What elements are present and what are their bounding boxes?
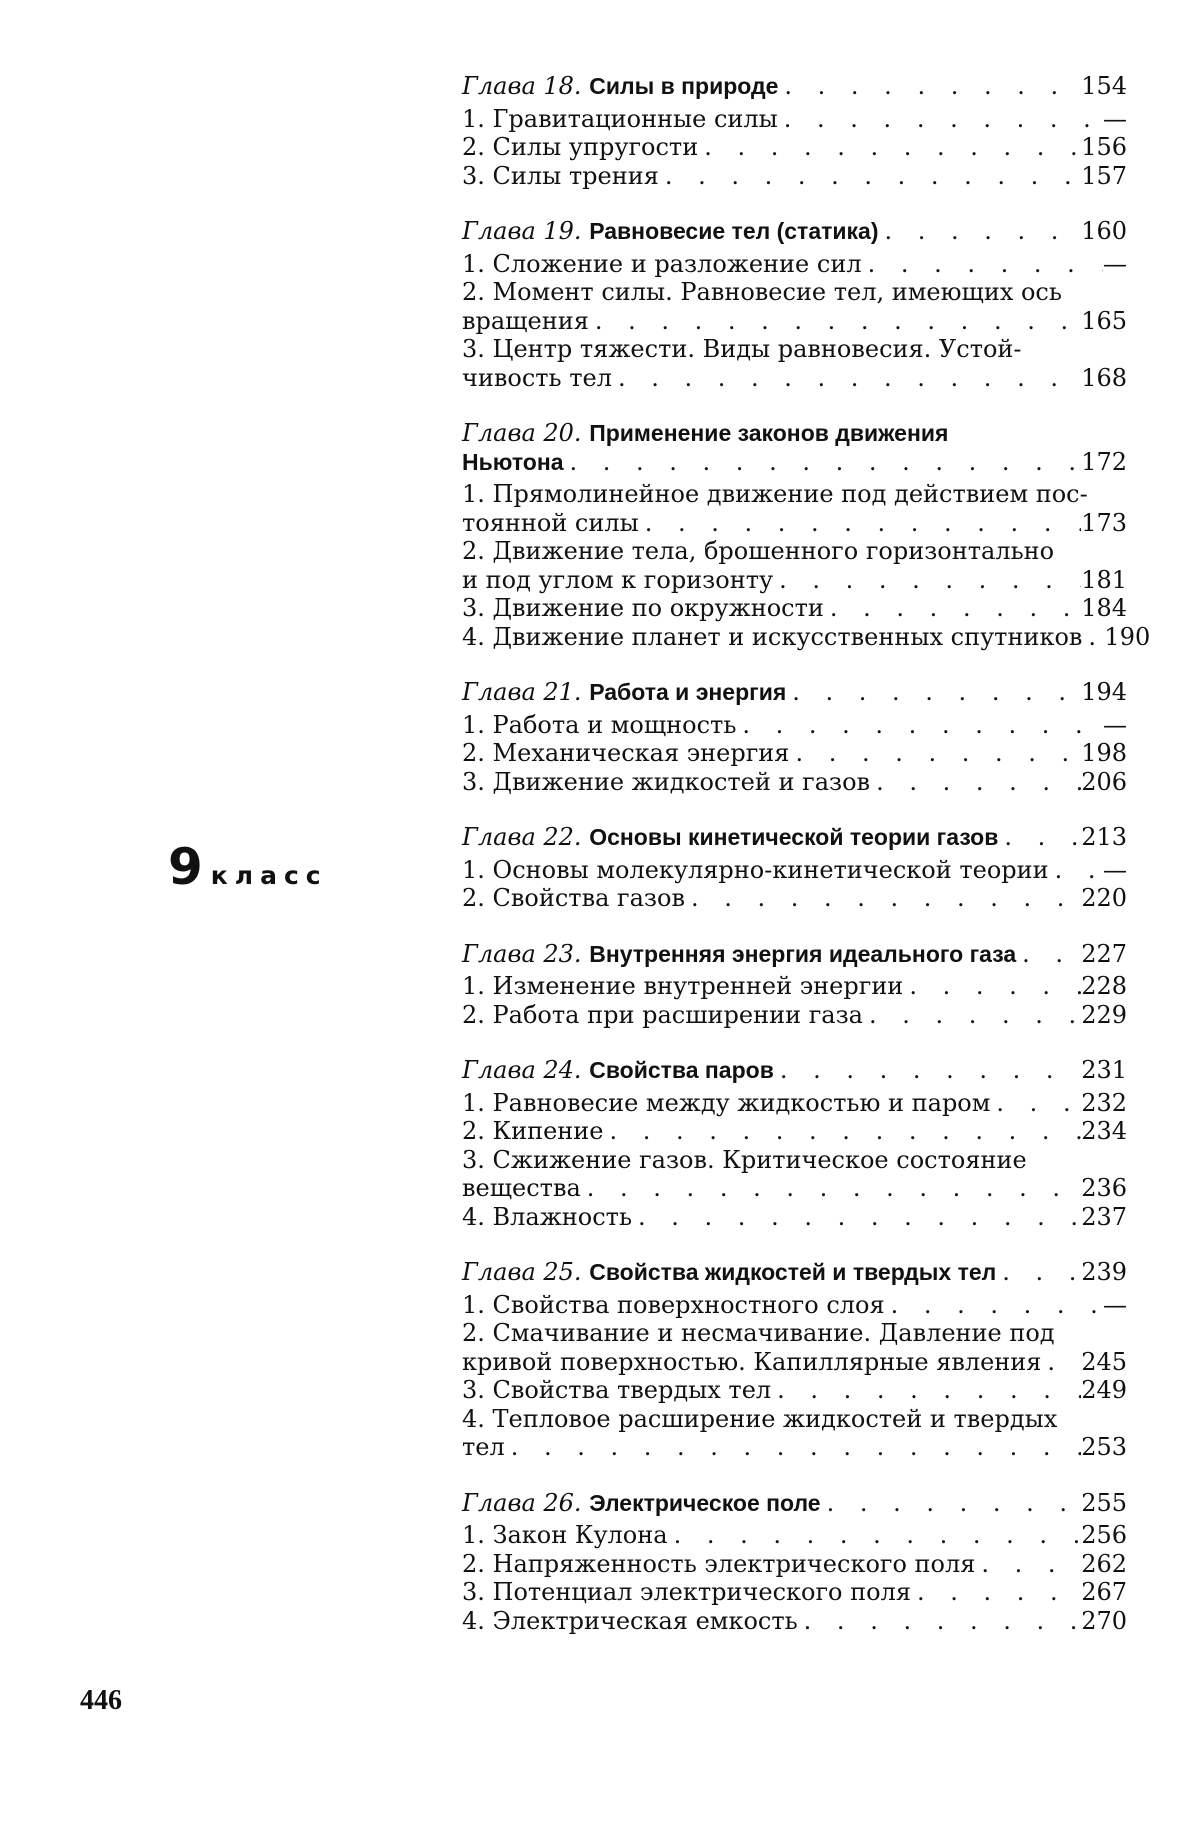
chapter-page: 227	[1081, 939, 1127, 968]
section-entry	[462, 1578, 1127, 1607]
chapter-heading-text	[462, 217, 878, 246]
toc-chapter	[462, 72, 1127, 190]
toc-chapter	[462, 940, 1127, 1030]
section-page: 156	[1081, 133, 1127, 161]
section-page: —	[1103, 104, 1127, 133]
section-title: 1. Свойства поверхностного слоя	[462, 1290, 885, 1319]
section-entry	[462, 307, 1127, 336]
dot-leader	[996, 1258, 1081, 1287]
section-page: —	[1103, 855, 1127, 884]
section-entry	[462, 711, 1127, 740]
section-entry	[462, 768, 1127, 797]
dot-leader	[778, 105, 1103, 134]
section-line: 2. Смачивание и несмачивание. Давление под	[462, 1319, 1055, 1347]
dot-leader	[604, 1117, 1082, 1146]
section-line: 1. Прямолинейное движение под действием пос-	[462, 480, 1088, 508]
dot-leader	[878, 217, 1081, 246]
section-title: 1. Работа и мощность	[462, 710, 737, 739]
dot-leader	[589, 307, 1081, 336]
grade-label	[168, 838, 328, 896]
dot-leader	[1041, 1348, 1081, 1377]
dot-leader	[581, 1174, 1081, 1203]
dot-leader	[668, 1521, 1082, 1550]
section-entry	[462, 594, 1127, 623]
section-entry	[462, 1291, 1127, 1320]
section-title: 3. Свойства твердых тел	[462, 1376, 772, 1404]
section-page: 190	[1104, 622, 1151, 651]
chapter-title: Ньютона	[462, 448, 564, 475]
section-entry	[462, 1203, 1127, 1232]
chapter-heading	[462, 217, 1127, 246]
section-page: 234	[1081, 1117, 1127, 1145]
section-title: 2. Силы упругости	[462, 133, 699, 161]
chapter-page: 213	[1081, 823, 1127, 851]
dot-leader	[639, 509, 1081, 538]
section-title: 3. Потенциал электрического поля	[462, 1578, 911, 1606]
dot-leader	[778, 72, 1081, 101]
chapter-heading	[462, 1056, 1127, 1085]
section-entry	[462, 1117, 1127, 1146]
section-entry	[462, 162, 1127, 191]
section-title: 2. Кипение	[462, 1117, 604, 1145]
dot-leader	[564, 448, 1082, 477]
dot-leader	[911, 1578, 1081, 1607]
section-title: 2. Механическая энергия	[462, 739, 790, 767]
section-page: 270	[1081, 1606, 1127, 1635]
section-page: 253	[1081, 1433, 1127, 1461]
section-page: —	[1103, 1290, 1127, 1319]
chapter-heading-text	[462, 72, 778, 101]
chapter-title: Внутренняя энергия идеального газа	[589, 940, 1017, 967]
chapter-heading	[462, 1258, 1127, 1287]
section-title: 1. Закон Кулона	[462, 1521, 668, 1549]
chapter-page: 255	[1081, 1488, 1127, 1517]
table-of-contents	[462, 72, 1151, 1662]
dot-leader	[862, 250, 1103, 279]
chapter-prefix: Глава 18.	[462, 72, 582, 100]
section-page: 245	[1081, 1347, 1127, 1376]
chapter-heading-text	[462, 1258, 996, 1287]
section-page: 220	[1081, 884, 1127, 912]
chapter-heading-text	[462, 678, 786, 707]
chapter-page: 231	[1081, 1056, 1127, 1084]
section-title: 2. Свойства газов	[462, 884, 685, 912]
section-entry	[462, 250, 1127, 279]
dot-leader	[870, 768, 1081, 797]
dot-leader	[824, 594, 1081, 623]
dot-leader	[771, 1376, 1081, 1405]
section-entry	[462, 884, 1127, 913]
section-page: 256	[1081, 1521, 1127, 1549]
section-page: 168	[1081, 363, 1127, 392]
section-entry	[462, 364, 1127, 393]
chapter-prefix: Глава 20.	[462, 419, 582, 447]
section-title: и под углом к горизонту	[462, 565, 774, 594]
section-page: 181	[1081, 565, 1127, 594]
section-title: вращения	[462, 306, 589, 335]
section-line: 3. Сжижение газов. Критическое состояние	[462, 1145, 1027, 1174]
dot-leader	[885, 1291, 1103, 1320]
dot-leader	[698, 133, 1081, 162]
dot-leader	[798, 1607, 1082, 1636]
section-line: 2. Движение тела, брошенного горизонтально	[462, 537, 1055, 565]
dot-leader	[903, 972, 1081, 1001]
dot-leader	[1049, 856, 1103, 885]
section-title: 1. Сложение и разложение сил	[462, 249, 862, 278]
chapter-heading-text	[462, 1056, 774, 1085]
section-page: —	[1103, 710, 1127, 739]
chapter-heading-text	[462, 940, 1016, 969]
chapter-heading	[462, 72, 1127, 101]
section-entry	[462, 1001, 1127, 1030]
section-entry	[462, 1089, 1127, 1118]
section-entry	[462, 1550, 1127, 1579]
section-title: тоянной силы	[462, 508, 639, 537]
dot-leader	[786, 678, 1081, 707]
dot-leader	[736, 711, 1103, 740]
chapter-heading	[462, 823, 1127, 852]
section-title: 1. Основы молекулярно-кинетической теории	[462, 855, 1049, 884]
section-entry	[462, 1607, 1127, 1636]
dot-leader	[659, 162, 1081, 191]
section-page: 157	[1081, 161, 1127, 190]
grade-word: класс	[210, 861, 328, 890]
toc-chapter	[462, 1056, 1127, 1231]
section-line: 2. Момент силы. Равновесие тел, имеющих ось	[462, 278, 1062, 306]
dot-leader	[632, 1203, 1081, 1232]
section-page: 267	[1081, 1578, 1127, 1606]
section-entry	[462, 972, 1127, 1001]
section-page: 237	[1081, 1202, 1127, 1231]
dot-leader	[774, 1056, 1081, 1085]
section-title: 2. Работа при расширении газа	[462, 1000, 863, 1029]
section-title: 1. Равновесие между жидкостью и паром	[462, 1088, 991, 1117]
chapter-page: 160	[1081, 217, 1127, 245]
section-title: кривой поверхностью. Капиллярные явления	[462, 1347, 1042, 1376]
dot-leader	[1082, 623, 1104, 652]
chapter-page: 172	[1081, 447, 1127, 476]
section-title: 3. Силы трения	[462, 161, 659, 190]
chapter-prefix: Глава 25.	[462, 1258, 582, 1286]
chapter-title: Свойства паров	[589, 1057, 774, 1083]
chapter-prefix: Глава 24.	[462, 1056, 582, 1084]
toc-chapter	[462, 678, 1127, 796]
section-page: 236	[1081, 1174, 1127, 1202]
chapter-page: 154	[1081, 72, 1127, 100]
section-title: тел	[462, 1433, 505, 1461]
section-title: 4. Движение планет и искусственных спутников	[462, 622, 1083, 651]
toc-chapter	[462, 1489, 1127, 1636]
section-entry	[462, 1348, 1127, 1377]
chapter-prefix: Глава 23.	[462, 939, 582, 968]
section-entry	[462, 1376, 1127, 1405]
section-page: 206	[1081, 767, 1127, 796]
chapter-prefix: Глава 19.	[462, 217, 582, 245]
chapter-title: Электрическое поле	[589, 1489, 821, 1516]
section-page: 165	[1081, 306, 1127, 335]
section-entry	[462, 856, 1127, 885]
section-page: 232	[1081, 1088, 1127, 1117]
section-entry	[462, 1174, 1127, 1203]
section-title: 1. Изменение внутренней энергии	[462, 972, 904, 1000]
toc-chapter	[462, 419, 1151, 651]
chapter-heading-line	[462, 419, 1127, 448]
chapter-heading	[462, 940, 1127, 969]
dot-leader	[789, 739, 1081, 768]
section-entry	[462, 622, 1151, 652]
section-title: вещества	[462, 1174, 581, 1202]
chapter-prefix: Глава 21.	[462, 678, 582, 706]
section-entry	[462, 1433, 1127, 1462]
section-entry	[462, 1521, 1127, 1550]
section-title: 3. Движение жидкостей и газов	[462, 767, 871, 796]
toc-chapter	[462, 1258, 1127, 1462]
chapter-page: 239	[1081, 1258, 1127, 1286]
dot-leader	[863, 1001, 1081, 1030]
dot-leader	[990, 1089, 1081, 1118]
dot-leader	[975, 1550, 1081, 1579]
chapter-title-line1: Применение законов движения	[589, 420, 949, 446]
chapter-title: Силы в природе	[589, 73, 779, 99]
section-title: 1. Гравитационные силы	[462, 104, 778, 133]
dot-leader	[773, 566, 1081, 595]
chapter-title: Основы кинетической теории газов	[589, 824, 999, 850]
section-title: 4. Влажность	[462, 1202, 633, 1231]
section-page: —	[1103, 249, 1127, 278]
section-line: 3. Центр тяжести. Виды равновесия. Устой-	[462, 335, 1022, 363]
chapter-page: 194	[1081, 678, 1127, 706]
dot-leader	[685, 884, 1081, 913]
chapter-title: Свойства жидкостей и твердых тел	[589, 1259, 997, 1285]
section-page: 173	[1081, 508, 1127, 537]
section-page: 229	[1081, 1000, 1127, 1029]
section-entry	[462, 739, 1127, 768]
section-page: 198	[1081, 739, 1127, 767]
section-page: 184	[1081, 594, 1127, 622]
section-line: 4. Тепловое расширение жидкостей и твердых	[462, 1404, 1058, 1433]
toc-chapter	[462, 217, 1127, 392]
section-title: 2. Напряженность электрического поля	[462, 1549, 976, 1578]
dot-leader	[505, 1433, 1081, 1462]
section-page: 249	[1081, 1376, 1127, 1404]
chapter-heading-text	[462, 823, 998, 852]
chapter-heading	[462, 1489, 1127, 1518]
chapter-heading-text	[462, 1489, 821, 1518]
chapter-title: Работа и энергия	[589, 679, 787, 705]
dot-leader	[998, 823, 1081, 852]
grade-number: 9	[168, 838, 203, 896]
section-entry	[462, 509, 1127, 538]
section-entry	[462, 105, 1127, 134]
section-entry	[462, 566, 1127, 595]
section-title: чивость тел	[462, 363, 612, 392]
dot-leader	[612, 364, 1081, 393]
section-title: 3. Движение по окружности	[462, 594, 824, 622]
section-entry	[462, 133, 1127, 162]
section-page: 228	[1081, 972, 1127, 1000]
chapter-prefix: Глава 22.	[462, 823, 582, 851]
page-number: 446	[80, 1685, 122, 1716]
section-page: 262	[1081, 1549, 1127, 1578]
chapter-heading	[462, 448, 1127, 477]
toc-chapter	[462, 823, 1127, 913]
chapter-prefix: Глава 26.	[462, 1488, 582, 1517]
chapter-title: Равновесие тел (статика)	[589, 218, 879, 244]
section-title: 4. Электрическая емкость	[462, 1606, 798, 1635]
dot-leader	[1016, 940, 1081, 969]
chapter-heading	[462, 678, 1127, 707]
dot-leader	[821, 1489, 1082, 1518]
